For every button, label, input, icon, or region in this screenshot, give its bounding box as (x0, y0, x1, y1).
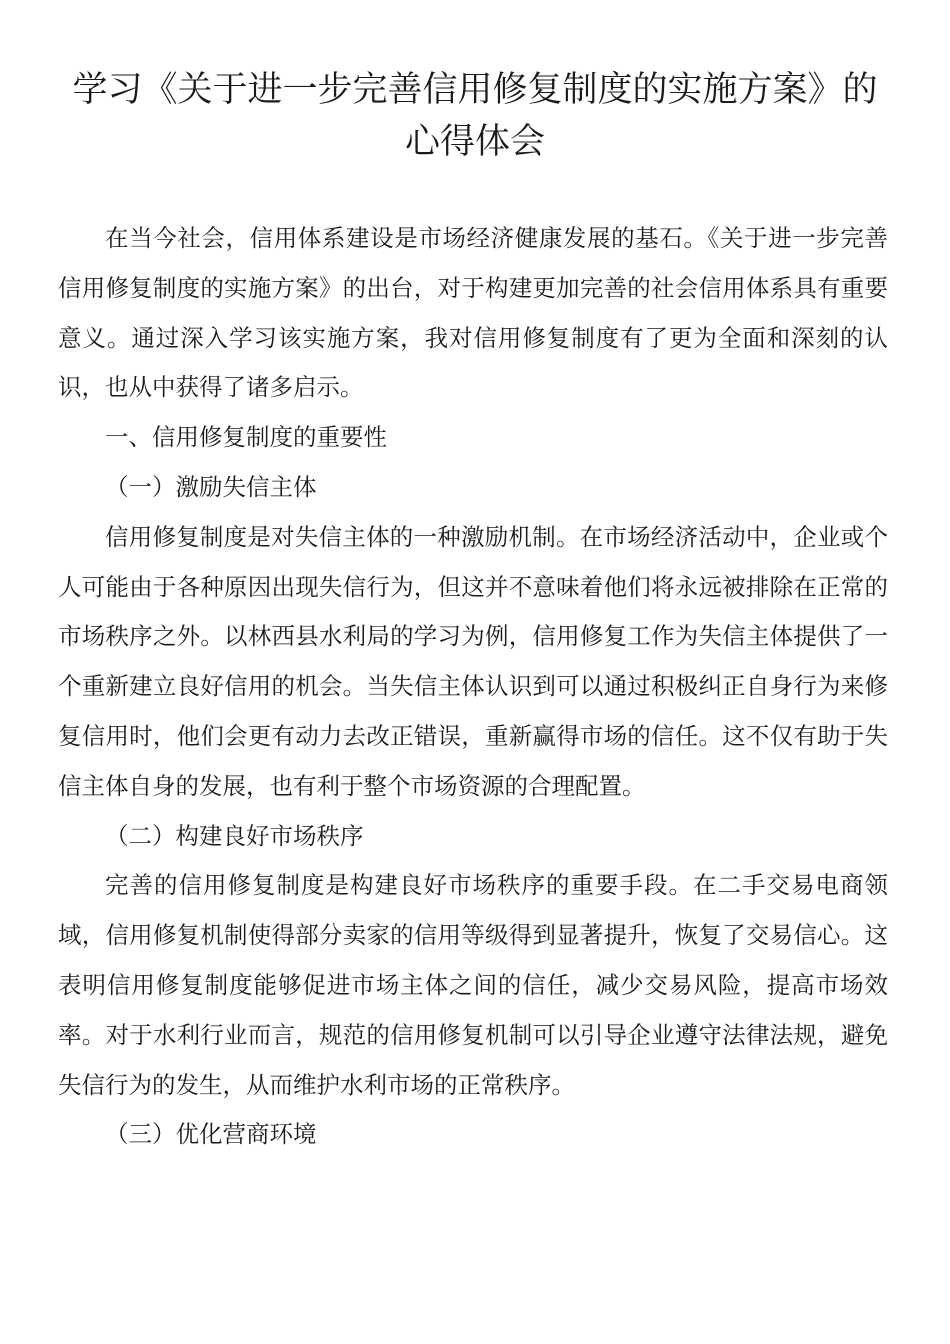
document-title (40, 64, 910, 168)
document-body (58, 214, 888, 1160)
subsection-3-heading: （三）优化营商环境 (105, 1120, 317, 1149)
intro-paragraph: 在当今社会，信用体系建设是市场经济健康发展的基石。《关于进一步完善信用修复制度的实施方案》的出台，对于构建更加完善的社会信用体系具有重要意义。通过深入学习该实施方案，我对信用修复制度有了更为全面和深刻的认识，也从中获得了诸多启示。 (58, 224, 888, 402)
title-line-1: 学习《关于进一步完善信用修复制度的实施方案》的 (72, 70, 878, 110)
subsection-1-paragraph: 信用修复制度是对失信主体的一种激励机制。在市场经济活动中，企业或个人可能由于各种原因出现失信行为，但这并不意味着他们将永远被排除在正常的市场秩序之外。以林西县水利局的学习为例，信用修复工作为失信主体提供了一个重新建立良好信用的机会。当失信主体认识到可以通过积极纠正自身行为来修复信用时，他们会更有动力去改正错误，重新赢得市场的信任。这不仅有助于失信主体自身的发展，也有利于整个市场资源的合理配置。 (58, 522, 888, 800)
section-1-heading: 一、信用修复制度的重要性 (105, 423, 387, 452)
subsection-1-heading: （一）激励失信主体 (105, 472, 317, 501)
subsection-2-heading: （二）构建良好市场秩序 (105, 821, 364, 850)
title-line-2: 心得体会 (404, 122, 545, 162)
subsection-2-paragraph: 完善的信用修复制度是构建良好市场秩序的重要手段。在二手交易电商领域，信用修复机制使得部分卖家的信用等级得到显著提升，恢复了交易信心。这表明信用修复制度能够促进市场主体之间的信任，减少交易风险，提高市场效率。对于水利行业而言，规范的信用修复机制可以引导企业遵守法律法规，避免失信行为的发生，从而维护水利市场的正常秩序。 (58, 871, 888, 1099)
